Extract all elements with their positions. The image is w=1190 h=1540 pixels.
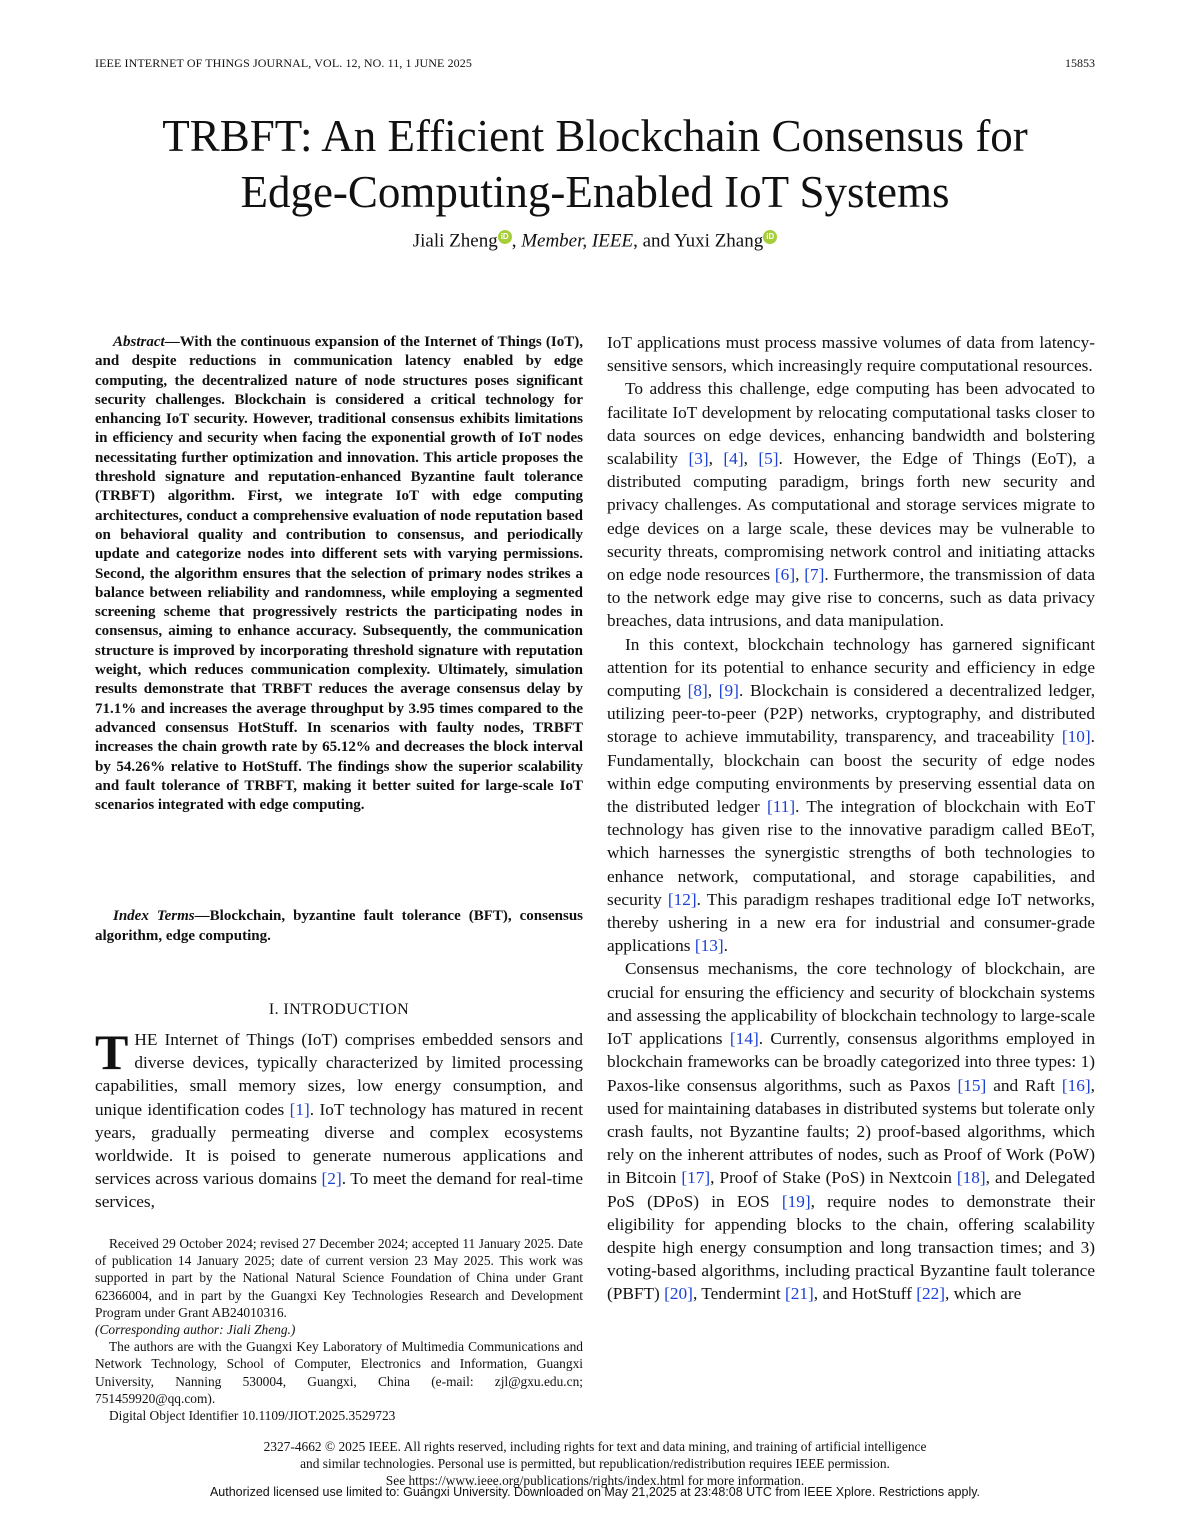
paragraph-text: , used for maintaining databases in distributed systems but tolerate only crash faults, not Byzantine faults; 2) proof-based algorithms, which rely on the inherent attributes of nodes, such as Proof of Work (PoW) in Bitcoin [607,1075,1095,1188]
citation-link[interactable]: [1] [289,1099,310,1119]
section-number: I. [268,1001,280,1018]
paragraph-text: . This paradigm reshapes traditional edge IoT networks, thereby ushering in a new era for industrial and consumer-grade applications [607,889,1095,956]
index-terms [95,906,583,946]
orcid-icon[interactable]: iD [763,230,777,244]
copyright-line: and similar technologies. Personal use is permitted, but republication/redistribution requires IEEE permission. [300,1456,890,1472]
citation-link[interactable]: [14] [729,1029,759,1049]
paragraph-text: To address this challenge, edge computing has been advocated to facilitate IoT development by relocating computational tasks closer to data sources on edge devices, enhancing bandwidth and bolstering scalability [607,379,1095,469]
index-terms-text: —Blockchain, byzantine fault tolerance (BFT), consensus algorithm, edge computing. [95,908,584,944]
footnote-affiliation: The authors are with the Guangxi Key Laboratory of Multimedia Communications and Network Technology, School of Computer, Electronics and Information, Guangxi University, Nanning 530004, Guangxi, China (e-mail: zjl@gxu.edu.cn; 751459920@qq.com). [95,1339,583,1406]
intro-text: . IoT technology has matured in recent years, gradually permeating diverse and complex ecosystems worldwide. It is poised to generate numerous applications and services across various domains [95,1099,583,1189]
citation-link[interactable]: [16] [1061,1075,1091,1095]
citation-link[interactable]: [11] [766,797,796,817]
citation-link[interactable]: [6] [774,565,796,585]
paragraph-text: , and HotStuff [813,1284,917,1304]
paragraph-text: , which are [945,1284,1022,1304]
running-head: IEEE INTERNET OF THINGS JOURNAL, VOL. 12, NO. 11, 1 JUNE 2025 [95,56,472,70]
intro-text: HE Internet of Things (IoT) comprises embedded sensors and diverse devices, typically characterized by limited processing capabilities, small memory sizes, low energy consumption, and unique identification codes [95,1030,583,1119]
abstract-text: —With the continuous expansion of the Internet of Things (IoT), and despite reductions in communication latency enabled by edge computing, the decentralized nature of node structures poses significant security challenges. Blockchain is considered a critical technology for enhancing IoT security. However, traditional consensus exhibits limitations in efficiency and security when facing the exponential growth of IoT nodes necessitating further optimization and innovation. This article proposes the threshold signature and reputation-enhanced Byzantine fault tolerance (TRBFT) algorithm. First, we integrate IoT with edge computing architectures, conduct a comprehensive evaluation of node reputation based on behavioral quality and contribution to consensus, and periodically update and categorize nodes into different sets with varying permissions. Second, the algorithm ensures that the selection of primary nodes strikes a balance between reliability and randomness, while employing a segmented screening scheme that progressively restricts the participating nodes in consensus, aiming to enhance accuracy. Subsequently, the communication structure is improved by incorporating threshold signature with reputation weight, which reduces communication complexity. Ultimately, simulation results demonstrate that TRBFT reduces the average consensus delay by 71.1% and increases the average throughput by 3.95 times compared to the advanced consensus HotStuff. In scenarios with faulty nodes, TRBFT increases the chain growth rate by 65.12% and decreases the block interval by 54.26% relative to HotStuff. The findings show the superior scalability and fault tolerance of TRBFT, making it better suited for large-scale IoT scenarios integrated with edge computing. [95,334,583,814]
paragraph-text: , Tendermint [692,1284,785,1304]
footnote-received: Received 29 October 2024; revised 27 December 2024; accepted 11 January 2025. Date of publication 14 January 2025; date of current version 23 May 2025. This work was supported in part by the National Natural Science Foundation of China under Grant 62366004, and in part by the Guangxi Key Technologies Research and Development Program under Grant AB24010316. [95,1236,583,1320]
footnote-doi: Digital Object Identifier 10.1109/JIOT.2025.3529723 [109,1408,396,1424]
section-title-initial: I [283,1001,290,1018]
paragraph-text: . However, the Edge of Things (EoT), a distributed computing paradigm, brings forth new security and privacy challenges. As computational and storage services migrate to edge devices on a large scale, these devices may be vulnerable to security threats, compromising network control and initiating attacks on edge node resources [607,449,1095,585]
paragraph-text: . The integration of blockchain with EoT technology has given rise to the innovative paradigm called BEoT, which harnesses the synergistic strengths of both technologies to enhance network, computational, and storage capabilities, and security [607,797,1095,909]
citation-link[interactable]: [5] [758,449,779,469]
citation-link[interactable]: [3] [688,449,709,469]
citation-link[interactable]: [13] [694,936,724,956]
citation-link[interactable]: [19] [781,1191,811,1211]
copyright-line: See https://www.ieee.org/publications/rights/index.html for more information. [385,1473,805,1489]
citation-link[interactable]: [8] [687,681,708,701]
index-terms-label: Index Terms [113,908,195,924]
citation-link[interactable]: [12] [667,889,697,909]
paragraph-text: . Currently, consensus algorithms employed in blockchain frameworks can be broadly categorized into three types: 1) Paxos-like consensus algorithms, such as Paxos [607,1029,1095,1095]
citation-link[interactable]: [22] [916,1284,945,1304]
citation-link[interactable]: [18] [956,1168,986,1188]
paragraph: IoT applications must process massive volumes of data from latency-sensitive sensors, which increasingly require computational resources. [607,333,1095,376]
citation-link[interactable]: [4] [723,449,744,469]
title-line-1: TRBFT: An Efficient Blockchain Consensus for [162,111,1028,161]
author-separator: , and [633,230,675,252]
author-1: Jiali Zheng [412,230,498,252]
citation-link[interactable]: [9] [718,681,739,701]
copyright-notice [0,1438,1190,1490]
footnote-corresponding: (Corresponding author: Jiali Zheng.) [95,1322,296,1338]
title-line-2: Edge-Computing-Enabled IoT Systems [240,167,950,217]
paragraph-text: Consensus mechanisms, the core technology of blockchain, are crucial for ensuring the efficiency and security of blockchain systems and assessing the applicability of blockchain technology to large-scale IoT applications [607,959,1095,1049]
paragraph-text: , and Delegated PoS (DPoS) in EOS [607,1168,1095,1211]
copyright-line: 2327-4662 © 2025 IEEE. All rights reserved, including rights for text and data mining, and training of artificial intelligence [263,1439,927,1454]
paragraph-text: , [743,449,759,469]
paragraph-text: In this context, blockchain technology has garnered significant attention for its potential to enhance security and efficiency in edge computing [607,634,1095,701]
paragraph-text: . Furthermore, the transmission of data to the network edge may give rise to concerns, such as data privacy breaches, data intrusions, and data manipulation. [607,565,1096,631]
citation-link[interactable]: [17] [681,1168,711,1188]
paragraph-text: . [723,936,728,956]
orcid-icon[interactable]: iD [498,230,512,244]
paragraph [607,377,1095,632]
paragraph-text: , [795,565,805,585]
paragraph-text: . Blockchain is considered a decentralized ledger, utilizing peer-to-peer (P2P) networks, cryptography, and distributed storage to achieve immutability, transparency, and traceability [607,681,1096,747]
author-2: Yuxi Zhang [674,230,764,252]
paragraph-text: , require nodes to demonstrate their eligibility for appending blocks to the chain, offering scalability despite high energy consumption and long transaction times; and 3) voting-based algorithms, including practical Byzantine fault tolerance (PBFT) [607,1191,1095,1304]
paragraph [607,957,1095,1305]
page-number: 15853 [1065,56,1095,70]
paragraph-text: , [707,681,719,701]
drop-cap: T [95,1024,129,1080]
paper-title [0,108,1190,220]
abstract [95,333,583,815]
footnote [95,1235,583,1424]
citation-link[interactable]: [15] [957,1075,987,1095]
citation-link[interactable]: [20] [664,1284,693,1304]
citation-link[interactable]: [10] [1061,727,1091,747]
section-heading [95,1001,583,1019]
license-notice: Authorized licensed use limited to: Guangxi University. Downloaded on May 21,2025 at 23:48:08 UTC from IEEE Xplore. Restrictions apply. [209,1485,981,1499]
paragraph-text: , Proof of Stake (PoS) in Nextcoin [710,1168,957,1188]
right-column [607,331,1095,1306]
paragraph [607,633,1095,958]
citation-link[interactable]: [7] [804,565,825,585]
intro-paragraph [95,1024,584,1214]
paragraph-text: . Fundamentally, blockchain can boost the security of edge nodes within edge computing environments by preserving essential data on the distributed ledger [607,727,1095,817]
citation-link[interactable]: [2] [321,1169,342,1189]
section-title-rest: NTRODUCTION [289,1001,410,1018]
author-role: Member, IEEE [521,230,634,252]
author-separator: , [511,230,522,252]
citation-link[interactable]: [21] [785,1284,814,1304]
paragraph-text: , [708,449,724,469]
author-line [0,230,1190,252]
paragraph-text: and Raft [986,1075,1062,1095]
abstract-label: Abstract [113,334,165,350]
intro-text: . To meet the demand for real-time services, [95,1169,584,1212]
